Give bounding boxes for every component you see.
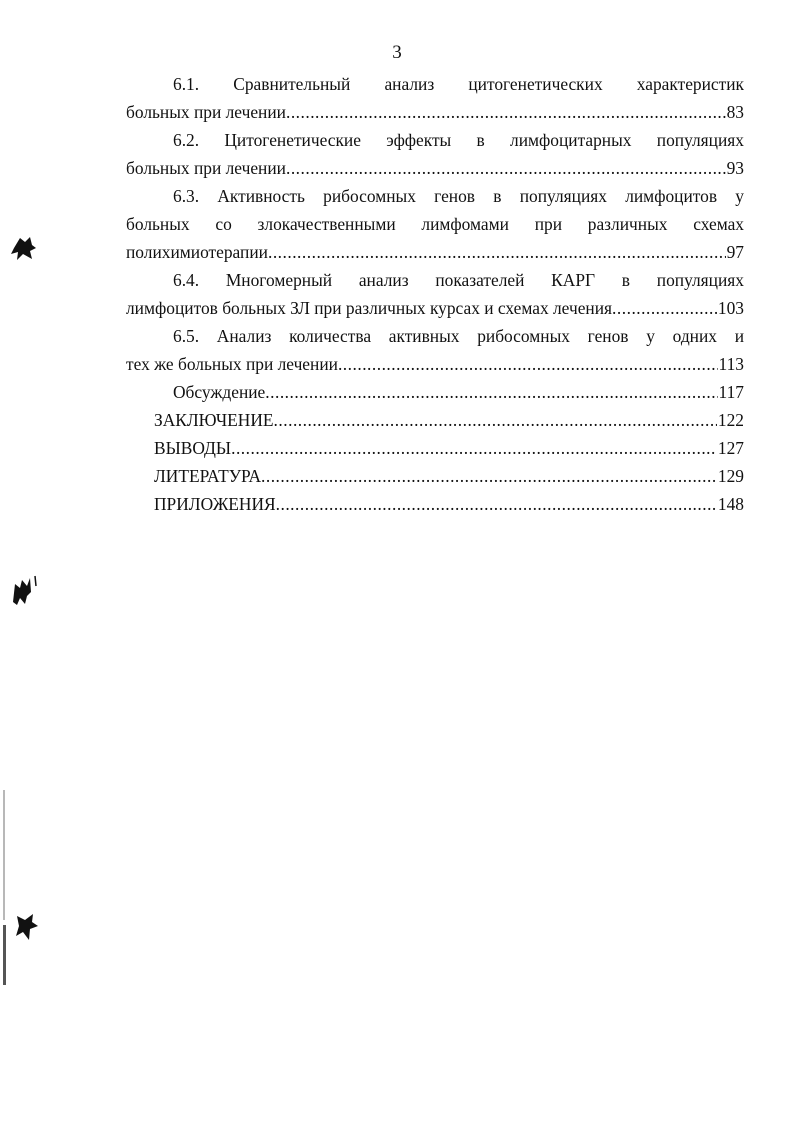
dot-leader (268, 238, 726, 266)
dot-leader (286, 98, 726, 126)
toc-entry-text: 6.4. Многомерный анализ показателей КАРГ в популяциях (173, 270, 744, 290)
toc-entry-6-1[interactable] (126, 70, 744, 126)
toc-entry-last-line (126, 294, 744, 322)
toc-page-number: 117 (718, 382, 744, 402)
toc-page-number: 148 (717, 494, 744, 514)
toc-entry-text: Обсуждение (173, 382, 266, 402)
toc-entry-6-2[interactable] (126, 126, 744, 182)
dot-leader (265, 378, 717, 406)
toc-entry-text: полихимиотерапии (126, 242, 268, 262)
toc-entry-text: ЛИТЕРАТУРА (154, 466, 262, 486)
toc-entry-text: больных при лечении (126, 158, 286, 178)
dot-leader (231, 434, 717, 462)
toc-page-number: 93 (726, 158, 744, 178)
dot-leader (261, 462, 717, 490)
toc-entry-text: лимфоцитов больных ЗЛ при различных курсах и схемах лечения (126, 298, 613, 318)
dot-leader (338, 350, 718, 378)
toc-entry-text: больных со злокачественными лимфомами при различных схемах (126, 214, 744, 234)
toc-entry-text: больных при лечении (126, 102, 286, 122)
toc-entry-last-line (126, 350, 744, 378)
toc-page-number: 113 (718, 354, 744, 374)
toc-entry-text: 6.5. Анализ количества активных рибосомных генов у одних и (173, 326, 744, 346)
scan-blot-icon (8, 232, 38, 262)
toc-page-number: 122 (717, 410, 744, 430)
toc-entry-findings[interactable] (126, 434, 744, 462)
table-of-contents (126, 70, 744, 518)
toc-entry-conclusion[interactable] (126, 406, 744, 434)
toc-entry-text: ЗАКЛЮЧЕНИЕ (154, 410, 274, 430)
scan-blot-icon (10, 910, 42, 944)
scan-edge-line (3, 925, 6, 985)
toc-entry-discussion[interactable] (126, 378, 744, 406)
scan-blot-icon (8, 574, 40, 608)
scan-edge-line (3, 790, 5, 920)
toc-entry-text: ВЫВОДЫ (154, 438, 232, 458)
dot-leader (274, 406, 717, 434)
toc-page-number: 83 (726, 102, 744, 122)
toc-entry-6-5[interactable] (126, 322, 744, 378)
toc-page-number: 103 (717, 298, 744, 318)
toc-entry-text: 6.3. Активность рибосомных генов в популяциях лимфоцитов у (173, 186, 744, 206)
toc-entry-text: тех же больных при лечении (126, 354, 338, 374)
toc-entry-last-line (126, 98, 744, 126)
toc-entry-last-line (126, 154, 744, 182)
toc-entry-text: 6.2. Цитогенетические эффекты в лимфоцитарных популяциях (173, 130, 744, 150)
toc-page-number: 127 (717, 438, 744, 458)
dot-leader (276, 490, 717, 518)
toc-page-number: 97 (726, 242, 744, 262)
dot-leader (612, 294, 717, 322)
toc-entry-6-4[interactable] (126, 266, 744, 322)
toc-page-number: 129 (717, 466, 744, 486)
page-number: 3 (392, 42, 402, 63)
dot-leader (286, 154, 726, 182)
toc-entry-text: 6.1. Сравнительный анализ цитогенетических характеристик (173, 74, 744, 94)
toc-entry-last-line (126, 238, 744, 266)
toc-entry-6-3[interactable] (126, 182, 744, 266)
toc-entry-text: ПРИЛОЖЕНИЯ (154, 494, 276, 514)
toc-entry-literature[interactable] (126, 462, 744, 490)
toc-entry-appendices[interactable] (126, 490, 744, 518)
